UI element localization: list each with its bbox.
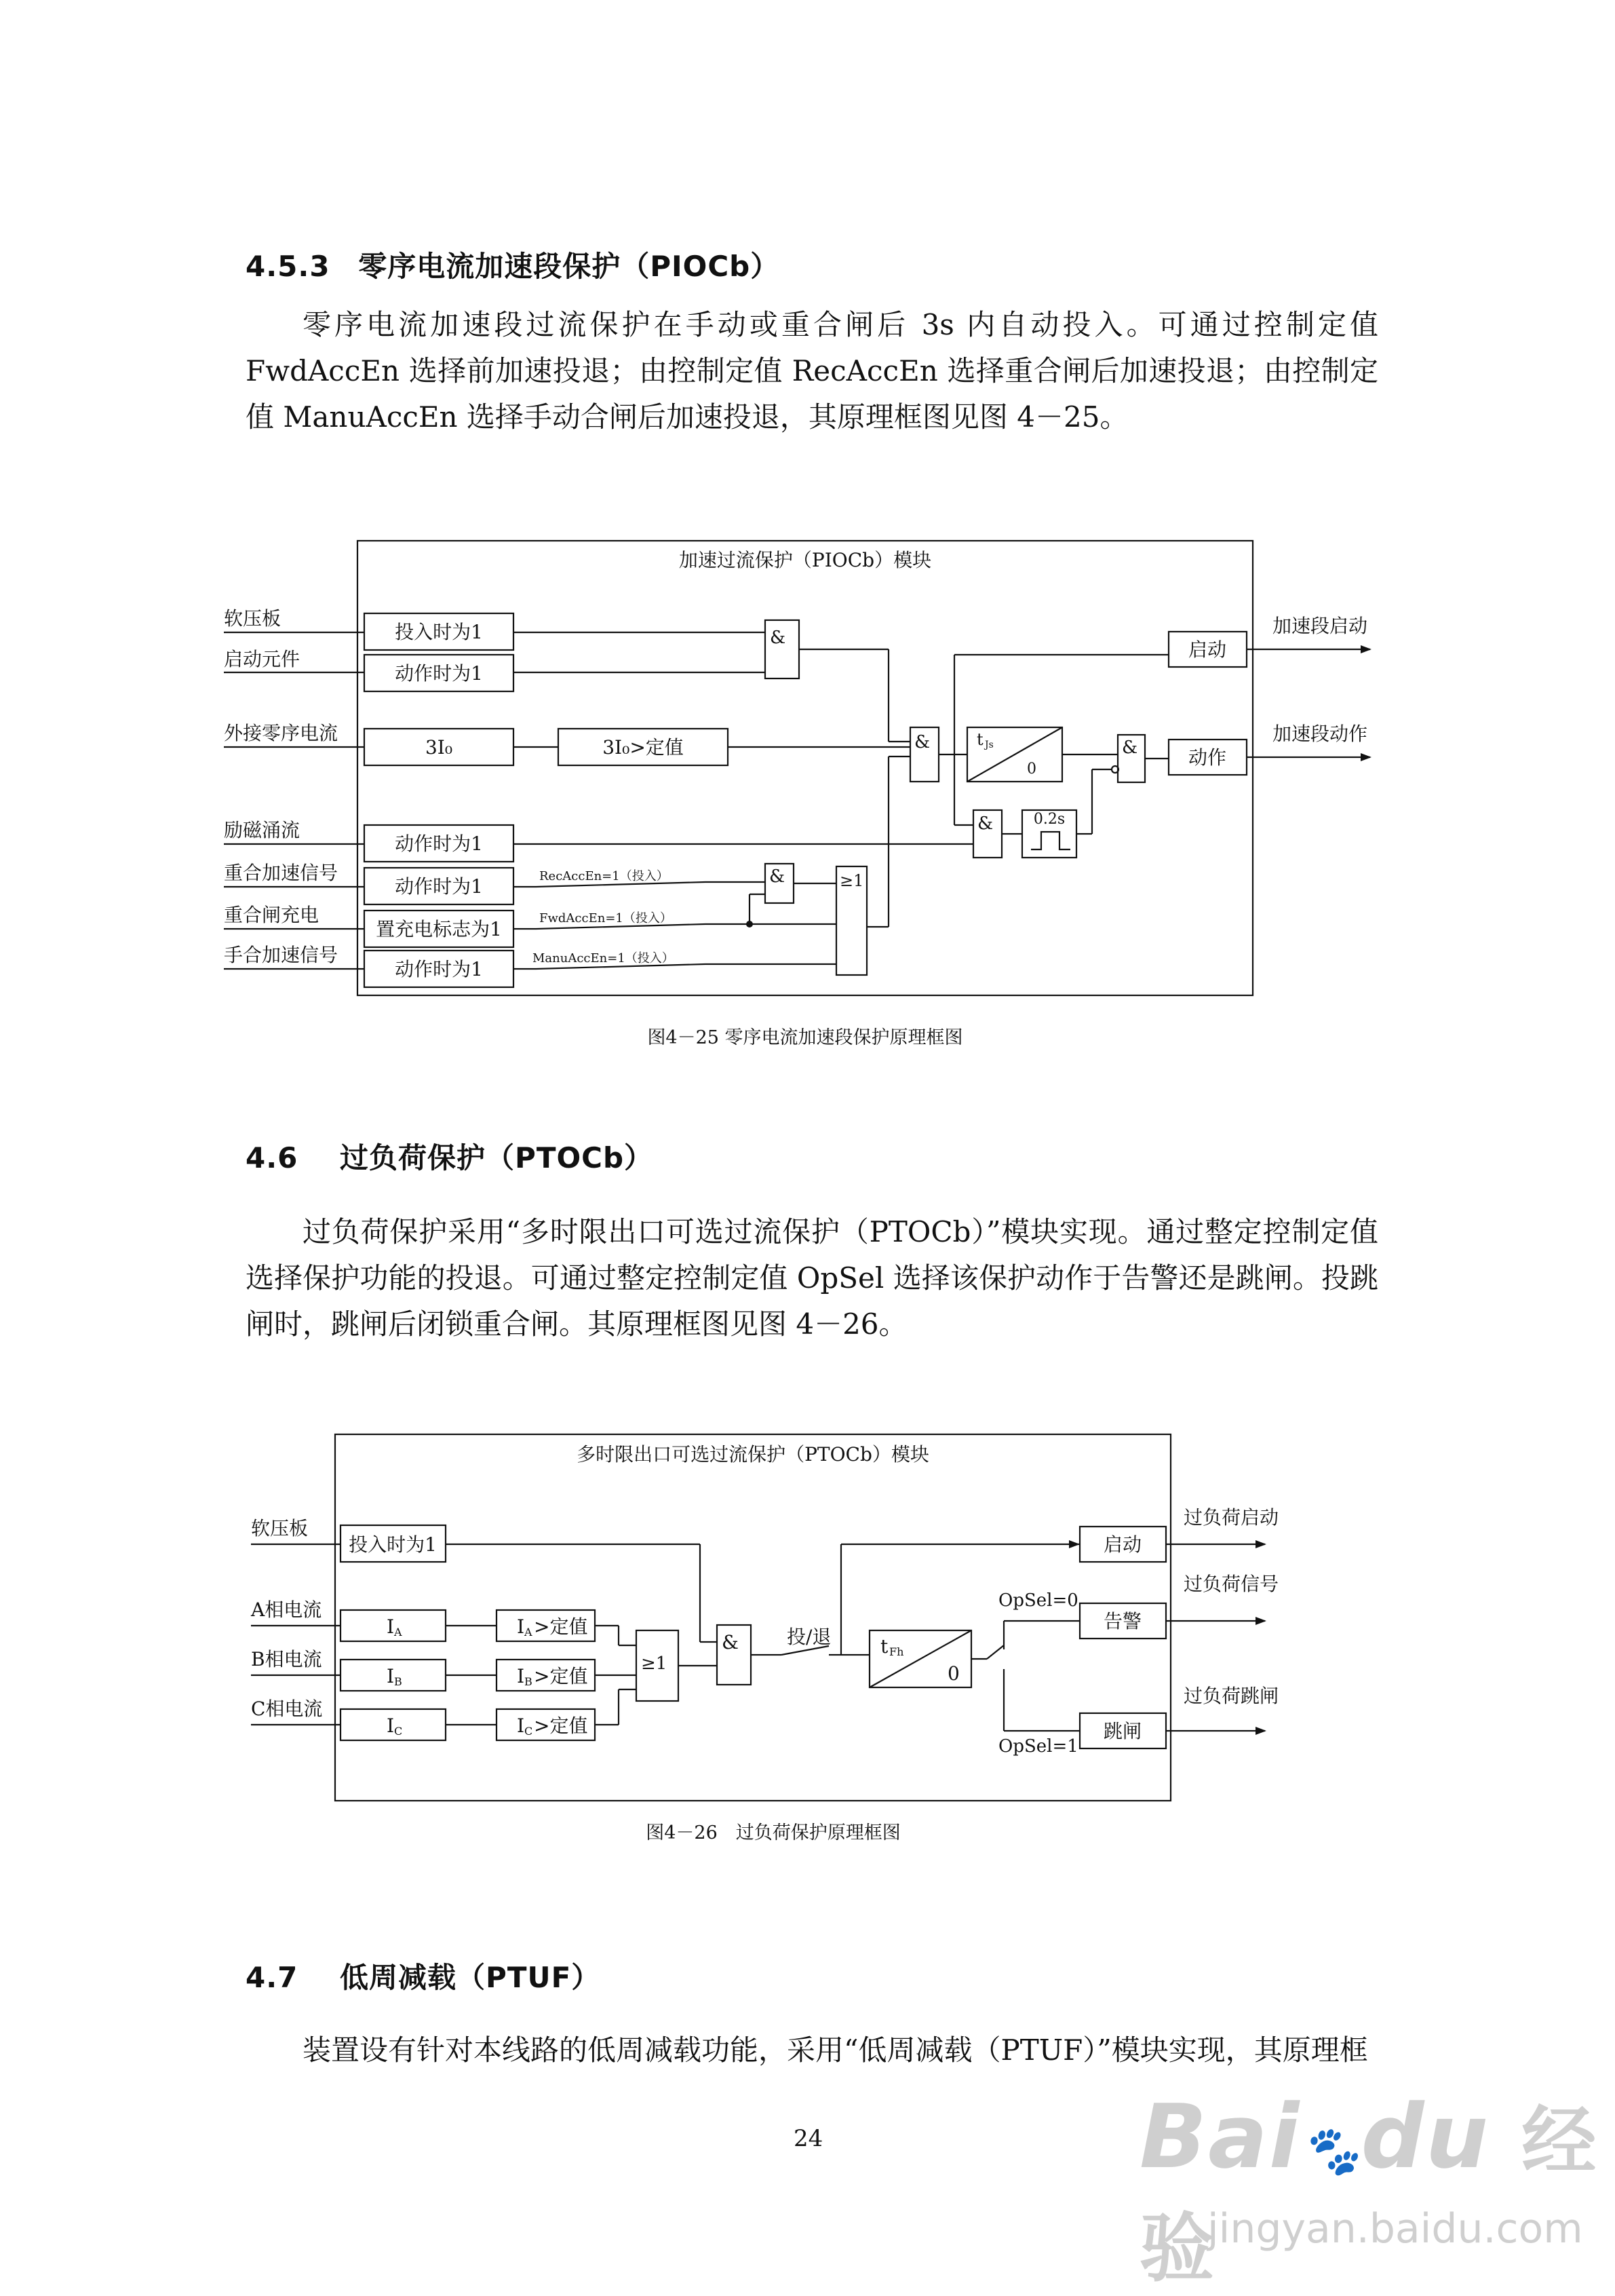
section-46-title: 过负荷保护（PTOCb） xyxy=(340,1141,654,1174)
fig426-box-ia-set-sub: A xyxy=(524,1626,532,1639)
fig426-box-ib-set-sub: B xyxy=(524,1675,532,1688)
fig426-timer-sub: Fh xyxy=(889,1645,904,1658)
fig426-and-gate: & xyxy=(722,1631,739,1653)
fig426-input-phase-b: B相电流 xyxy=(251,1648,322,1670)
fig426-output-trip: 过负荷跳闸 xyxy=(1184,1685,1279,1707)
fig425-box-act: 动作 xyxy=(1188,746,1227,769)
section-46-number: 4.6 xyxy=(246,1141,298,1174)
watermark-cn: 经验 xyxy=(1140,2098,1598,2292)
watermark-brand: Bai xyxy=(1140,2085,1301,2188)
fig425-input-start-element: 启动元件 xyxy=(224,648,300,670)
paw-icon: 🐾 xyxy=(1300,2123,1361,2179)
fig426-box-enable: 投入时为1 xyxy=(349,1533,437,1556)
figure-4-25 xyxy=(0,0,1615,1086)
fig425-and-gate-4: & xyxy=(977,814,994,834)
fig425-input-manual-acc: 手合加速信号 xyxy=(224,944,338,966)
fig426-box-ib-i: I xyxy=(517,1665,525,1687)
fig425-box-start: 启动 xyxy=(1188,638,1227,661)
fig426-box-ic: I xyxy=(387,1715,395,1737)
fig425-box-reclose-act: 动作时为1 xyxy=(395,875,483,898)
fig426-output-start: 过负荷启动 xyxy=(1184,1506,1279,1529)
fig426-box-ia-sub: A xyxy=(394,1626,402,1639)
fig426-box-ia-i: I xyxy=(517,1615,525,1638)
fig425-switch-manuaccen: ManuAccEn=1（投入） xyxy=(532,951,674,965)
fig425-input-inrush: 励磁涌流 xyxy=(224,819,300,841)
fig425-or-gate: ≥1 xyxy=(840,871,864,890)
fig425-and-gate-1: & xyxy=(770,628,786,648)
fig426-input-phase-c: C相电流 xyxy=(251,1698,323,1720)
fig426-timer-zero: 0 xyxy=(948,1662,960,1685)
fig426-input-phase-a: A相电流 xyxy=(251,1599,322,1621)
fig426-opsel-0: OpSel=0 xyxy=(998,1590,1078,1611)
fig426-box-ia: I xyxy=(387,1615,395,1638)
fig426-box-ic-sub: C xyxy=(394,1725,403,1738)
fig426-opsel-1: OpSel=1 xyxy=(998,1736,1078,1757)
fig425-input-zero-seq-current: 外接零序电流 xyxy=(224,722,338,744)
fig425-title: 加速过流保护（PIOCb）模块 xyxy=(678,549,932,571)
page-number: 24 xyxy=(794,2125,823,2152)
section-47-title: 低周减载（PTUF） xyxy=(340,1961,601,1994)
section-47-heading xyxy=(246,1955,600,1996)
fig425-pulse-label: 0.2s xyxy=(1033,811,1066,828)
fig425-and-gate-3: & xyxy=(1122,738,1138,758)
fig425-input-reclose-acc: 重合加速信号 xyxy=(224,862,338,884)
fig425-box-charge-flag: 置充电标志为1 xyxy=(376,918,502,940)
fig426-box-ic-setting: >定值 xyxy=(534,1715,588,1737)
section-47-number: 4.7 xyxy=(246,1961,298,1994)
fig426-input-soft-plate: 软压板 xyxy=(251,1517,309,1539)
fig426-box-alarm: 告警 xyxy=(1103,1610,1142,1632)
section-453-number: 4.5.3 xyxy=(246,250,330,283)
fig426-box-ib-sub: B xyxy=(394,1675,402,1688)
fig426-box-ic-i: I xyxy=(517,1715,525,1737)
fig426-switch-label: 投/退 xyxy=(787,1626,832,1648)
fig425-input-reclose-charge: 重合闸充电 xyxy=(224,904,319,926)
fig426-box-trip: 跳闸 xyxy=(1103,1720,1142,1742)
figure-4-26 xyxy=(0,1391,1615,1866)
fig425-box-3i0-setting: 3I₀>定值 xyxy=(602,736,684,759)
section-453-title: 零序电流加速段保护（PIOCb） xyxy=(358,250,780,283)
fig426-title: 多时限出口可选过流保护（PTOCb）模块 xyxy=(577,1443,929,1466)
watermark-url: jingyan.baidu.com xyxy=(1207,2205,1583,2253)
fig426-box-ib: I xyxy=(387,1665,395,1687)
fig425-and-gate-2: & xyxy=(914,732,931,752)
fig426-timer-label: t xyxy=(880,1635,889,1658)
section-453-paragraph: 零序电流加速段过流保护在手动或重合闸后 3s 内自动投入。可通过控制定值 FwdAccEn 选择前加速投退；由控制定值 RecAccEn 选择重合闸后加速投退；由控制定值 ManuAccEn 选择手动合闸后加速投退，其原理框图见图 4－25。 xyxy=(246,308,1378,434)
fig426-box-start: 启动 xyxy=(1103,1533,1142,1556)
fig425-switch-recaccen: RecAccEn=1（投入） xyxy=(539,869,669,883)
fig425-output-start: 加速段启动 xyxy=(1272,615,1368,637)
fig425-timer-label: t xyxy=(977,730,984,749)
fig425-box-manual-act: 动作时为1 xyxy=(395,958,483,980)
fig425-box-inrush-act: 动作时为1 xyxy=(395,833,483,855)
fig426-caption: 图4－26 过负荷保护原理框图 xyxy=(646,1822,901,1843)
baidu-watermark-logo xyxy=(1140,2082,1615,2296)
fig425-timer-sub: Js xyxy=(985,740,994,750)
fig425-box-3i0: 3I₀ xyxy=(425,736,453,759)
fig426-box-ic-set-sub: C xyxy=(524,1725,533,1738)
fig426-or-gate: ≥1 xyxy=(641,1653,667,1674)
watermark-brand2: du xyxy=(1361,2085,1490,2188)
fig425-and-gate-5: & xyxy=(769,866,785,887)
section-46-paragraph: 过负荷保护采用“多时限出口可选过流保护（PTOCb）”模块实现。通过整定控制定值选择保护功能的投退。可通过整定控制定值 OpSel 选择该保护动作于告警还是跳闸。投跳闸时，跳闸后闭锁重合闸。其原理框图见图 4－26。 xyxy=(246,1215,1378,1341)
fig426-box-ib-setting: >定值 xyxy=(534,1665,588,1687)
fig426-box-ia-setting: >定值 xyxy=(534,1615,588,1638)
fig425-box-start-act: 动作时为1 xyxy=(395,662,483,685)
fig425-output-act: 加速段动作 xyxy=(1272,723,1368,745)
fig426-output-signal: 过负荷信号 xyxy=(1184,1573,1279,1595)
section-46-heading xyxy=(246,1136,653,1176)
fig425-timer-zero: 0 xyxy=(1027,761,1036,778)
fig425-box-enable: 投入时为1 xyxy=(395,621,483,643)
fig425-caption: 图4－25 零序电流加速段保护原理框图 xyxy=(647,1027,963,1048)
section-47-paragraph: 装置设有针对本线路的低周减载功能，采用“低周减载（PTUF）”模块实现，其原理框 xyxy=(303,2033,1368,2067)
fig425-switch-fwdaccen: FwdAccEn=1（投入） xyxy=(539,911,672,925)
fig425-input-soft-plate: 软压板 xyxy=(224,607,281,630)
